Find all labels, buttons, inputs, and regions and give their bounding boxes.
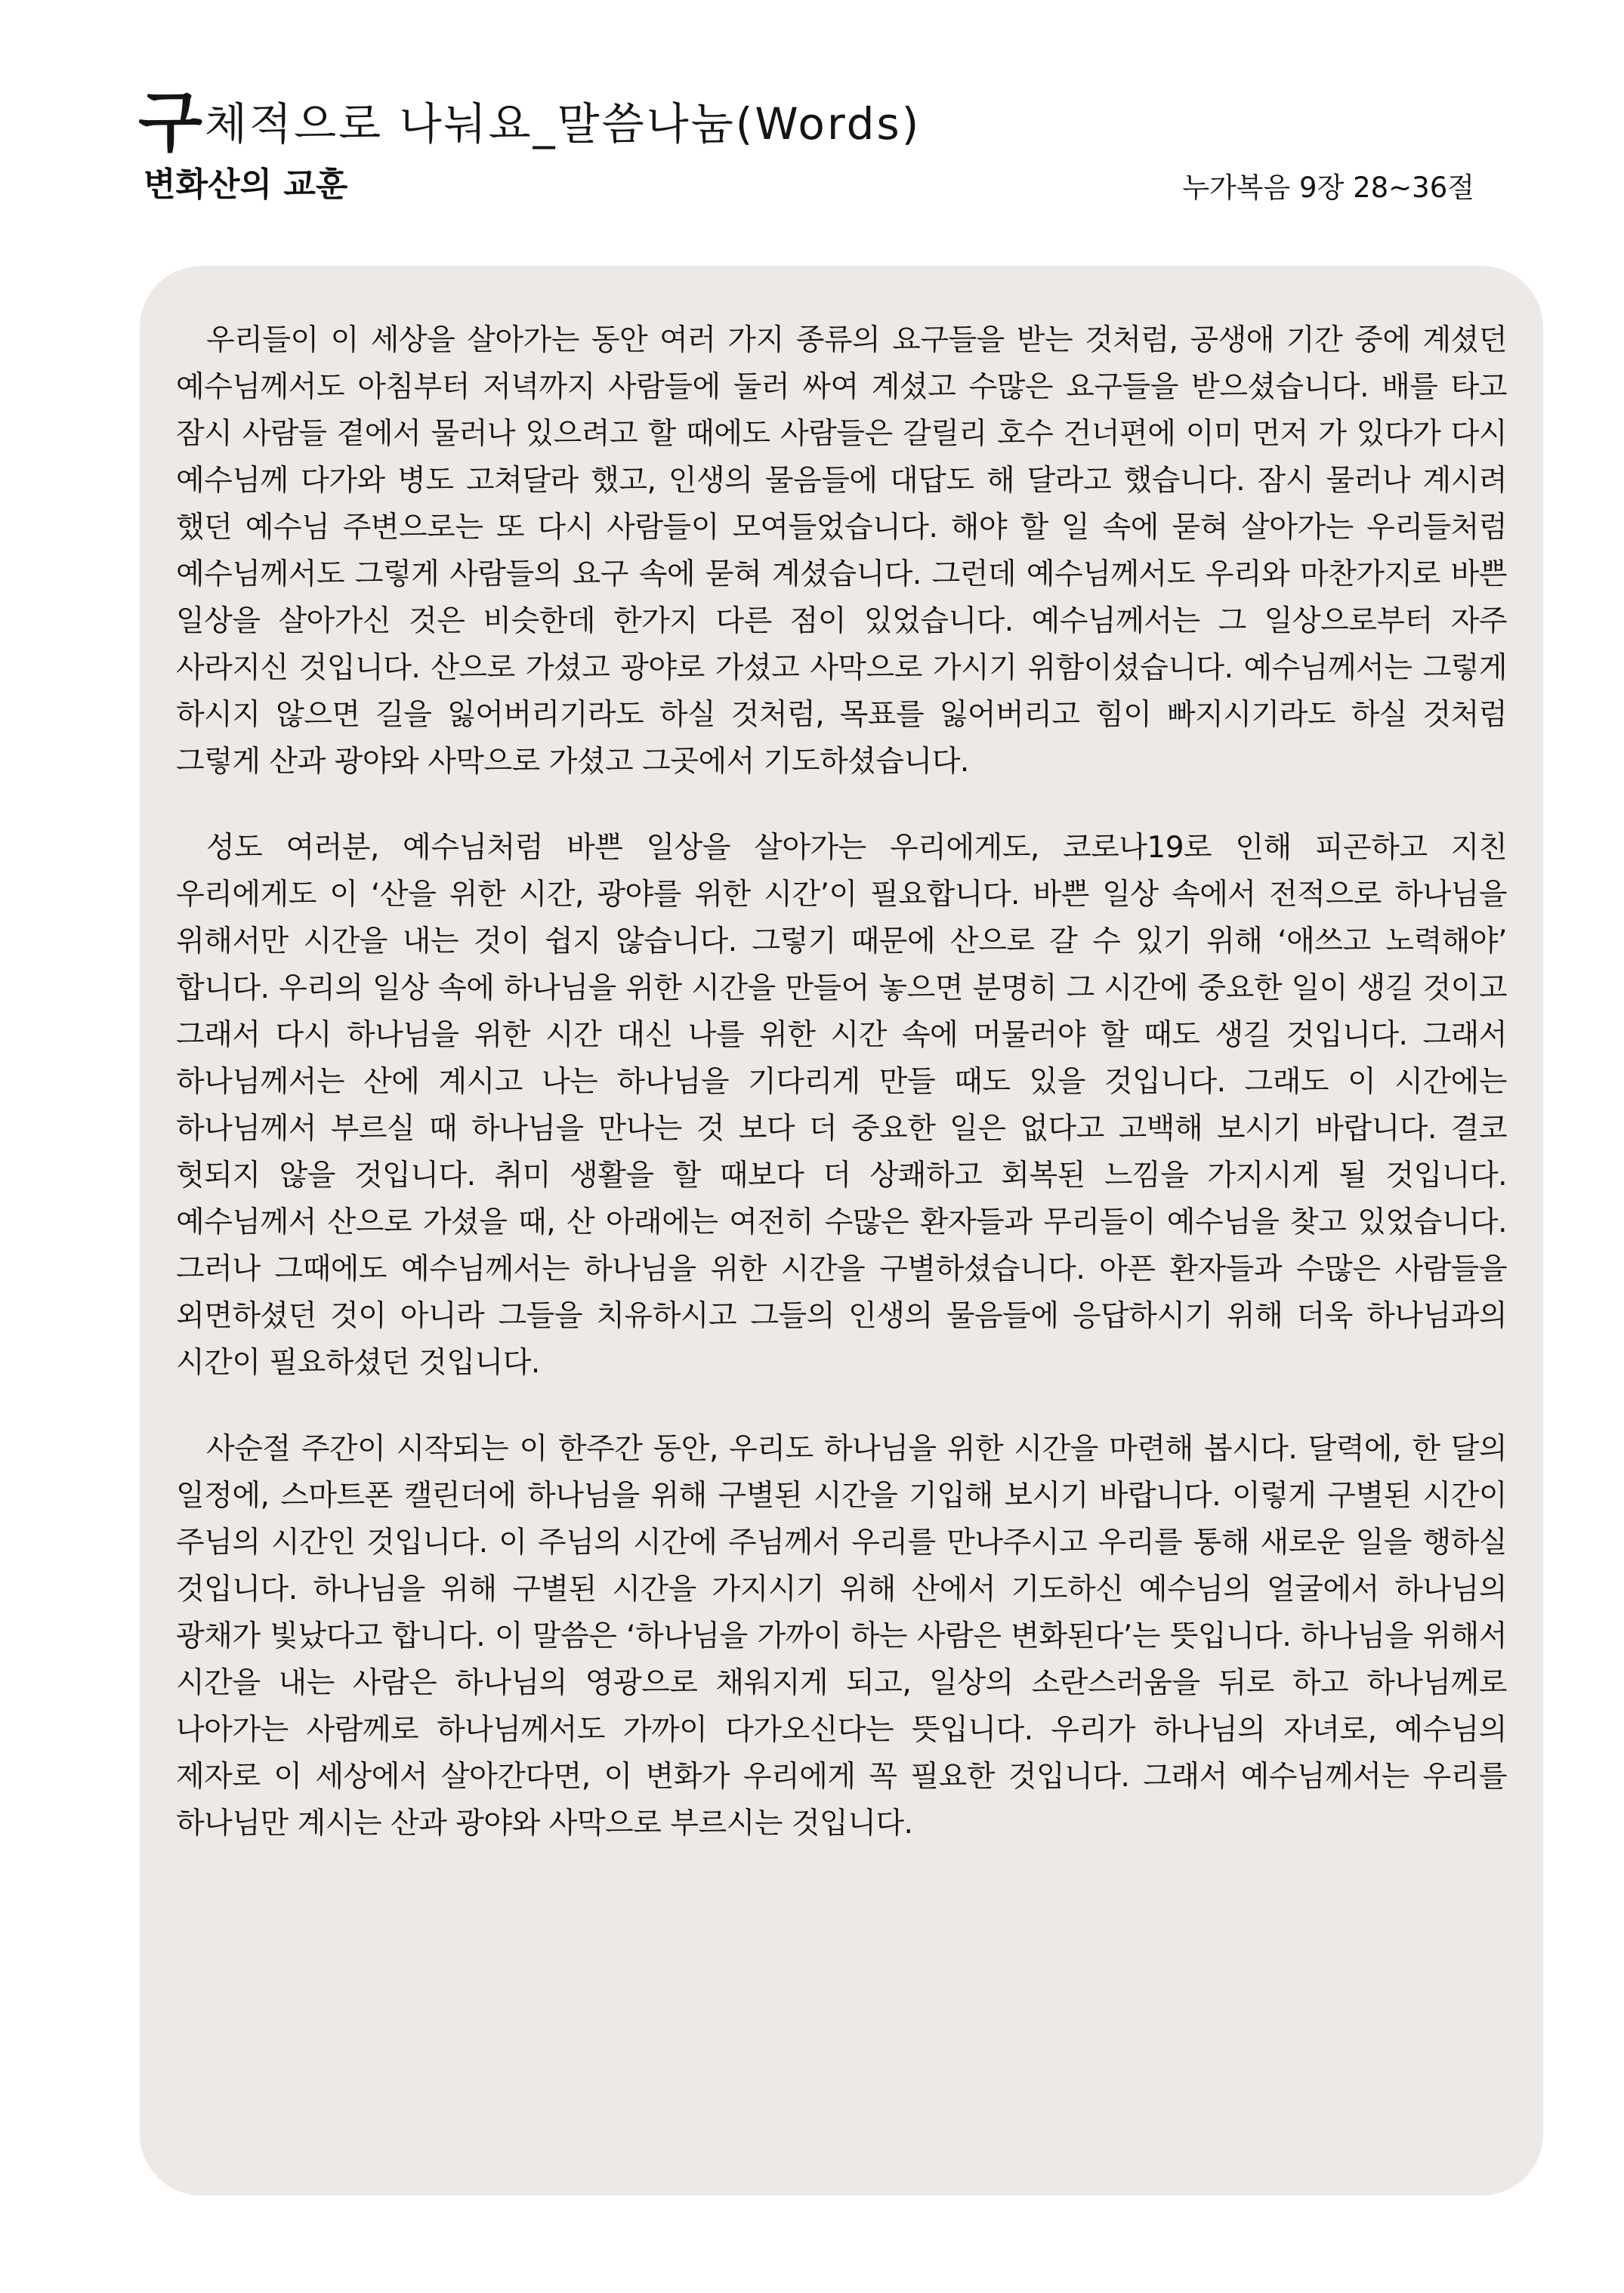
title-initial: 구: [138, 83, 205, 161]
paragraph-1: 우리들이 이 세상을 살아가는 동안 여러 가지 종류의 요구들을 받는 것처럼, 공생애 기간 중에 계셨던 예수님께서도 아침부터 저녁까지 사람들에 둘러 싸여 계셨고 수많은 요구들을 받으셨습니다. 배를 타고 잠시 사람들 곁에서 물러나 있으려고 할 때에도 사람들은 갈릴리 호수 건너편에 이미 먼저 가 있다가 다시 예수님께 다가와 병도 고쳐달라 했고, 인생의 물음들에 대답도 해 달라고 했습니다. 잠시 물러나 계시려 했던 예수님 주변으로는 또 다시 사람들이 모여들었습니다. 해야 할 일 속에 묻혀 살아가는 우리들처럼 예수님께서도 그렇게 사람들의 요구 속에 묻혀 계셨습니다. 그런데 예수님께서도 우리와 마찬가지로 바쁜 일상을 살아가신 것은 비슷한데 한가지 다른 점이 있었습니다. 예수님께서는 그 일상으로부터 자주 사라지신 것입니다. 산으로 가셨고 광야로 가셨고 사막으로 가시기 위함이셨습니다. 예수님께서는 그렇게 하시지 않으면 길을 잃어버리기라도 하실 것처럼, 목표를 잃어버리고 힘이 빠지시기라도 하실 것처럼 그렇게 산과 광야와 사막으로 가셨고 그곳에서 기도하셨습니다.: [176, 323, 1507, 779]
paragraph-3: 사순절 주간이 시작되는 이 한주간 동안, 우리도 하나님을 위한 시간을 마련해 봅시다. 달력에, 한 달의 일정에, 스마트폰 캘린더에 하나님을 위해 구별된 시간을 기입해 보시기 바랍니다. 이렇게 구별된 시간이 주님의 시간인 것입니다. 이 주님의 시간에 주님께서 우리를 만나주시고 우리를 통해 새로운 일을 행하실 것입니다. 하나님을 위해 구별된 시간을 가지시기 위해 산에서 기도하신 예수님의 얼굴에서 하나님의 광채가 빛났다고 합니다. 이 말씀은 ‘하나님을 가까이 하는 사람은 변화된다’는 뜻입니다. 하나님을 위해서 시간을 내는 사람은 하나님의 영광으로 채워지게 되고, 일상의 소란스러움을 뒤로 하고 하나님께로 나아가는 사람께로 하나님께서도 가까이 다가오신다는 뜻입니다. 우리가 하나님의 자녀로, 예수님의 제자로 이 세상에서 살아간다면, 이 변화가 우리에게 꼭 필요한 것입니다. 그래서 예수님께서는 우리를 하나님만 계시는 산과 광야와 사막으로 부르시는 것입니다.: [176, 1432, 1507, 1841]
sermon-title: 변화산의 교훈: [144, 165, 348, 204]
title-text: 체적으로 나눠요_말씀나눔(Words): [205, 98, 922, 150]
scripture-reference: 누가복음 9장 28~36절: [1182, 171, 1474, 204]
paragraph-2: 성도 여러분, 예수님처럼 바쁜 일상을 살아가는 우리에게도, 코로나19로 인해 피곤하고 지친 우리에게도 이 ‘산을 위한 시간, 광야를 위한 시간’이 필요합니다. 바쁜 일상 속에서 전적으로 하나님을 위해서만 시간을 내는 것이 쉽지 않습니다. 그렇기 때문에 산으로 갈 수 있기 위해 ‘애쓰고 노력해야’ 합니다. 우리의 일상 속에 하나님을 위한 시간을 만들어 놓으면 분명히 그 시간에 중요한 일이 생길 것이고 그래서 다시 하나님을 위한 시간 대신 나를 위한 시간 속에 머물러야 할 때도 생길 것입니다. 그래서 하나님께서는 산에 계시고 나는 하나님을 기다리게 만들 때도 있을 것입니다. 그래도 이 시간에는 하나님께서 부르실 때 하나님을 만나는 것 보다 더 중요한 일은 없다고 고백해 보시기 바랍니다. 결코 헛되지 않을 것입니다. 취미 생활을 할 때보다 더 상쾌하고 회복된 느낌을 가지시게 될 것입니다. 예수님께서 산으로 가셨을 때, 산 아래에는 여전히 수많은 환자들과 무리들이 예수님을 찾고 있었습니다. 그러나 그때에도 예수님께서는 하나님을 위한 시간을 구별하셨습니다. 아픈 환자들과 수많은 사람들을 외면하셨던 것이 아니라 그들을 치유하시고 그들의 인생의 물음들에 응답하시기 위해 더욱 하나님과의 시간이 필요하셨던 것입니다.: [176, 831, 1507, 1380]
sermon-text-box: [140, 266, 1543, 2196]
page-title: [138, 83, 922, 161]
